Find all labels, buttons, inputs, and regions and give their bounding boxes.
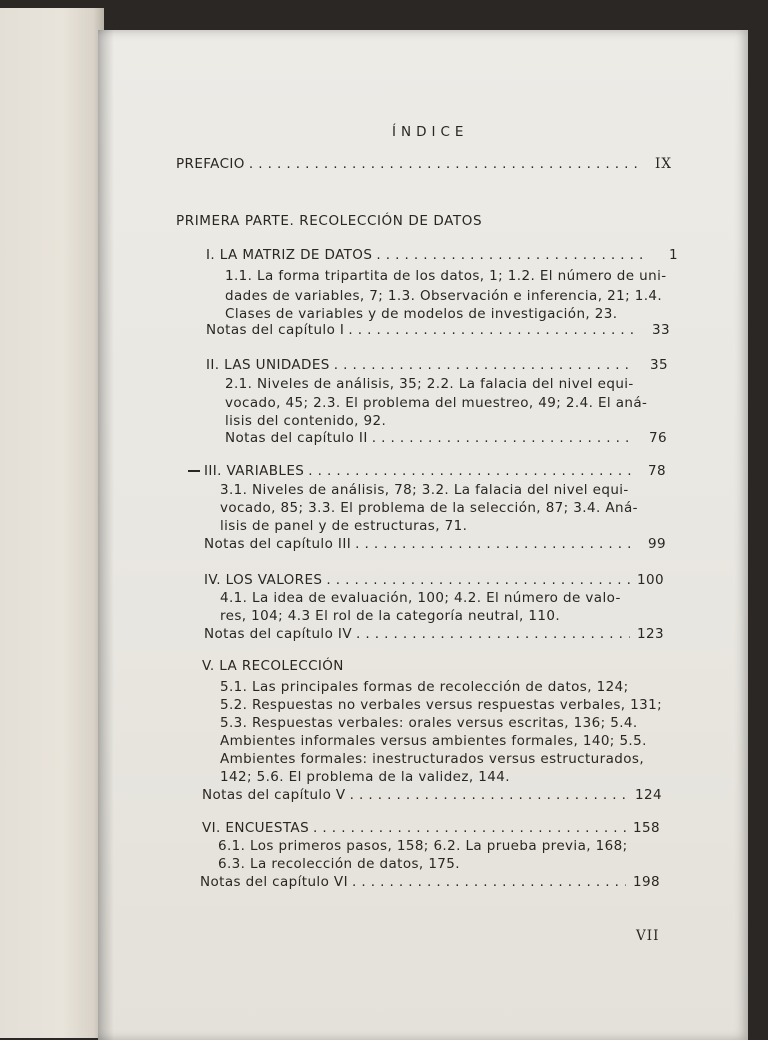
toc-chapter-6[interactable]	[202, 820, 660, 836]
chapter-summary-line: Clases de variables y de modelos de investigación, 23.	[225, 306, 618, 322]
chapter-title: III. VARIABLES	[204, 463, 305, 479]
pencil-mark	[188, 470, 200, 472]
page-title: ÍNDICE	[392, 124, 469, 140]
chapter-summary-line: 4.1. La idea de evaluación, 100; 4.2. El número de valo-	[220, 590, 621, 606]
chapter-summary-line: 6.1. Los primeros pasos, 158; 6.2. La prueba previa, 168;	[218, 838, 628, 854]
leader-dots	[352, 874, 626, 890]
notes-page: 99	[648, 536, 666, 552]
toc-chapter-3[interactable]	[204, 463, 666, 479]
notes-label: Notas del capítulo III	[204, 536, 352, 552]
toc-entry-prefacio[interactable]	[176, 156, 672, 172]
notes-label: Notas del capítulo VI	[200, 874, 348, 890]
toc-notes-6[interactable]	[200, 874, 660, 890]
toc-entry-label: PREFACIO	[176, 156, 245, 172]
chapter-summary-line: dades de variables, 7; 1.3. Observación e inferencia, 21; 1.4.	[225, 288, 663, 304]
chapter-page: 35	[650, 357, 668, 373]
leader-dots	[350, 787, 628, 803]
leader-dots	[249, 156, 638, 172]
chapter-summary-line: lisis de panel y de estructuras, 71.	[220, 518, 468, 534]
chapter-summary-line: 3.1. Niveles de análisis, 78; 3.2. La falacia del nivel equi-	[220, 482, 629, 498]
leader-dots	[308, 463, 632, 479]
chapter-summary-line: 142; 5.6. El problema de la validez, 144.	[220, 769, 510, 785]
toc-entry-page: IX	[655, 156, 672, 172]
notes-page: 76	[649, 430, 667, 446]
chapter-summary-line: 1.1. La forma tripartita de los datos, 1; 1.2. El número de uni-	[225, 268, 667, 284]
chapter-summary-line: res, 104; 4.3 El rol de la categoría neutral, 110.	[220, 608, 561, 624]
chapter-page: 158	[633, 820, 660, 836]
leader-dots	[334, 357, 634, 373]
toc-chapter-4[interactable]	[204, 572, 664, 588]
chapter-title: VI. ENCUESTAS	[202, 820, 310, 836]
toc-chapter-5[interactable]: V. LA RECOLECCIÓN	[202, 658, 344, 674]
chapter-summary-line: 5.2. Respuestas no verbales versus respuestas verbales, 131;	[220, 697, 663, 713]
page-number: VII	[636, 928, 660, 944]
page-gutter-shadow	[98, 30, 114, 1040]
toc-notes-4[interactable]	[204, 626, 664, 642]
toc-notes-1[interactable]	[206, 322, 670, 338]
leader-dots	[356, 626, 630, 642]
notes-label: Notas del capítulo V	[202, 787, 346, 803]
left-page	[0, 8, 104, 1038]
chapter-title: II. LAS UNIDADES	[206, 357, 330, 373]
leader-dots	[376, 247, 644, 263]
chapter-page: 100	[637, 572, 664, 588]
chapter-page: 1	[669, 247, 678, 263]
notes-label: Notas del capítulo I	[206, 322, 345, 338]
chapter-summary-line: lisis del contenido, 92.	[225, 413, 387, 429]
notes-label: Notas del capítulo IV	[204, 626, 352, 642]
notes-page: 124	[635, 787, 662, 803]
toc-notes-3[interactable]	[204, 536, 666, 552]
toc-notes-2[interactable]	[225, 430, 667, 446]
chapter-summary-line: Ambientes formales: inestructurados versus estructurados,	[220, 751, 645, 767]
notes-page: 123	[637, 626, 664, 642]
leader-dots	[372, 430, 633, 446]
notes-page: 198	[633, 874, 660, 890]
leader-dots	[355, 536, 632, 552]
chapter-title: I. LA MATRIZ DE DATOS	[206, 247, 373, 263]
chapter-summary-line: 5.3. Respuestas verbales: orales versus escritas, 136; 5.4.	[220, 715, 638, 731]
leader-dots	[313, 820, 626, 836]
chapter-summary-line: 2.1. Niveles de análisis, 35; 2.2. La falacia del nivel equi-	[225, 376, 634, 392]
chapter-page: 78	[648, 463, 666, 479]
leader-dots	[326, 572, 630, 588]
chapter-summary-line: 6.3. La recolección de datos, 175.	[218, 856, 460, 872]
chapter-title: IV. LOS VALORES	[204, 572, 323, 588]
notes-page: 33	[652, 322, 670, 338]
leader-dots	[348, 322, 636, 338]
chapter-summary-line: vocado, 85; 3.3. El problema de la selección, 87; 3.4. Aná-	[220, 500, 638, 516]
chapter-summary-line: vocado, 45; 2.3. El problema del muestreo, 49; 2.4. El aná-	[225, 395, 648, 411]
notes-label: Notas del capítulo II	[225, 430, 368, 446]
toc-notes-5[interactable]	[202, 787, 662, 803]
toc-chapter-1[interactable]	[206, 247, 678, 263]
part-heading: PRIMERA PARTE. RECOLECCIÓN DE DATOS	[176, 213, 483, 229]
toc-chapter-2[interactable]	[206, 357, 668, 373]
chapter-summary-line: Ambientes informales versus ambientes formales, 140; 5.5.	[220, 733, 647, 749]
chapter-summary-line: 5.1. Las principales formas de recolección de datos, 124;	[220, 679, 629, 695]
